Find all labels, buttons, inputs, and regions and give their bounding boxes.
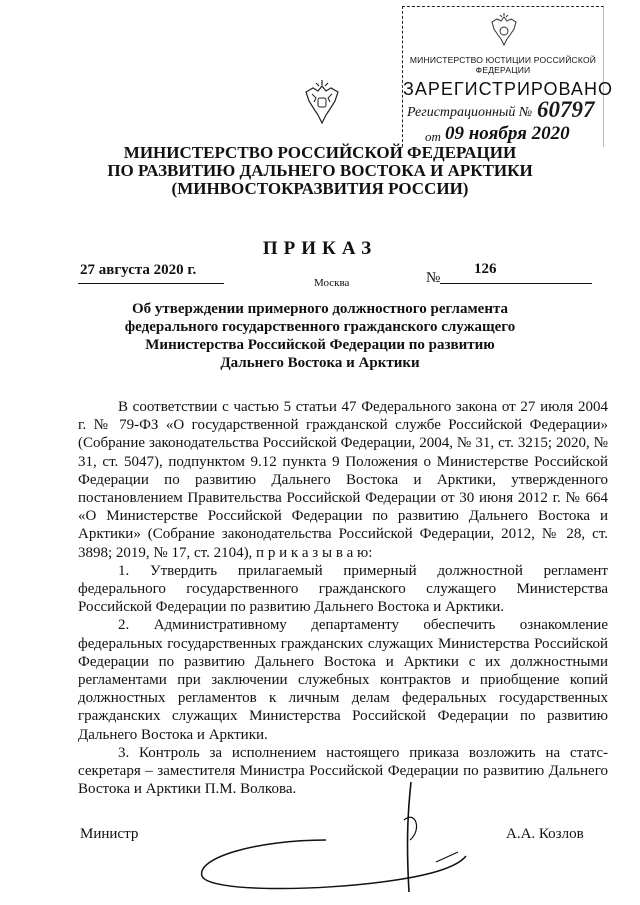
order-number: 126 bbox=[474, 261, 497, 277]
date-underline bbox=[78, 283, 224, 284]
ministry-abbreviation: (МИНВОСТОКРАЗВИТИЯ РОССИИ) bbox=[171, 179, 469, 198]
stamp-registered-label: ЗАРЕГИСТРИРОВАНО bbox=[403, 79, 613, 99]
item-2-paragraph: 2. Административному департаменту обеспечить ознакомление федеральных государственных гражданских служащих Министерства Российской Федерации по развитию Дальнего Востока и Арктики с их должностными регламентами при заключении служебных контрактов и приобщение копий должностных регламентов к личным делам федеральных государственных гражданских служащих Министерства Российской Федерации по развитию Дальнего Востока и Арктики. bbox=[78, 617, 608, 743]
stamp-registration-number: 60797 bbox=[537, 97, 595, 122]
subject-line: Об утверждении примерного должностного регламента bbox=[131, 301, 509, 317]
signer-name: А.А. Козлов bbox=[506, 826, 584, 842]
preamble-paragraph: В соответствии с частью 5 статьи 47 Федерального закона от 27 июля 2004 г. № 79-ФЗ «О государственной гражданской службе Российской Федерации» (Собрание законодательства Российской Федерации, 2004, № 31, ст. 3215; 2020, № 31, ст. 5047), подпунктом 9.12 пункта 9 Положения о Министерстве Российской Федерации по развитию Дальнего Востока и Арктики, утвержденного постановлением Правительства Российской Федерации от 30 июня 2012 г. № 664 «О Министерстве Российской Федерации по развитию Дальнего Востока и Арктики» (Собрание законодательства Российской Федерации, 2012, № 28, ст. 3898; 2019, № 17, ст. 2104), п р и к а з ы в а ю: bbox=[78, 399, 608, 561]
number-underline bbox=[440, 283, 592, 284]
signer-title: Министр bbox=[80, 826, 139, 842]
ministry-name-line-2: ПО РАЗВИТИЮ ДАЛЬНЕГО ВОСТОКА И АРКТИКИ bbox=[107, 161, 533, 180]
order-date: 27 августа 2020 г. bbox=[80, 262, 197, 278]
order-city: Москва bbox=[314, 277, 350, 289]
coat-of-arms-icon bbox=[302, 80, 342, 128]
order-body bbox=[78, 398, 608, 798]
order-title: ПРИКАЗ bbox=[262, 238, 378, 259]
stamp-date-label: от bbox=[425, 129, 441, 144]
subject-line: Дальнего Востока и Арктики bbox=[220, 355, 420, 371]
stamp-ministry-name: МИНИСТЕРСТВО ЮСТИЦИИ РОССИЙСКОЙ ФЕДЕРАЦИИ bbox=[409, 55, 597, 75]
subject-line: федерального государственного гражданского служащего bbox=[124, 319, 516, 335]
order-subject bbox=[100, 300, 540, 372]
item-3-paragraph: 3. Контроль за исполнением настоящего приказа возложить на статс-секретаря – заместителя Министра Российской Федерации по развитию Дальнего Востока и Арктики П.М. Волкова. bbox=[78, 744, 608, 798]
item-1-paragraph: 1. Утвердить прилагаемый примерный должностной регламент федерального государственного гражданского служащего Министерства Российской Федерации по развитию Дальнего Востока и Арктики. bbox=[78, 562, 608, 616]
registration-stamp bbox=[402, 6, 613, 147]
stamp-date-value: 09 ноября 2020 bbox=[445, 123, 570, 144]
handwritten-signature bbox=[196, 780, 496, 900]
subject-line: Министерства Российской Федерации по развитию bbox=[145, 337, 495, 353]
ministry-name-line-1: МИНИСТЕРСТВО РОССИЙСКОЙ ФЕДЕРАЦИИ bbox=[123, 143, 517, 162]
coat-of-arms-icon bbox=[488, 13, 520, 49]
stamp-registration-label: Регистрационный № bbox=[407, 105, 533, 120]
order-number-label: № bbox=[426, 270, 441, 286]
